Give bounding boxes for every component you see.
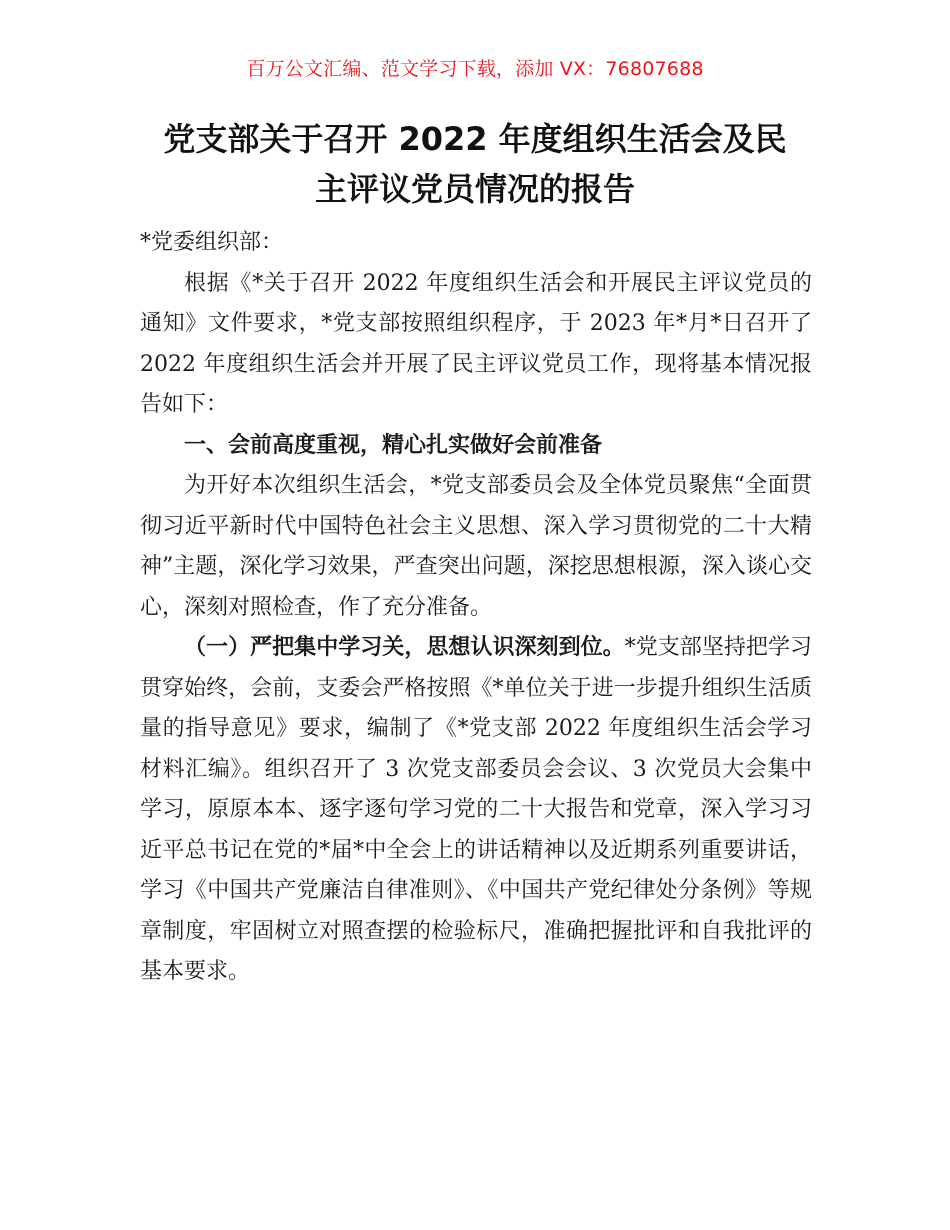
intro-paragraph: 根据《*关于召开 2022 年度组织生活会和开展民主评议党员的通知》文件要求，*党支部按照组织程序，于 2023 年*月*日召开了 2022 年度组织生活会并开展了民主评议党员工作，现将基本情况报告如下： bbox=[140, 270, 812, 417]
title-line-2: 主评议党员情况的报告 bbox=[314, 170, 635, 208]
section-heading-1: 一、会前高度重视，精心扎实做好会前准备 bbox=[184, 432, 603, 458]
watermark-header: 百万公文汇编、范文学习下载，添加 VX：76807688 bbox=[246, 58, 704, 80]
section-paragraph-1: 为开好本次组织生活会，*党支部委员会及全体党员聚焦“全面贯彻习近平新时代中国特色社会主义思想、深入学习贯彻党的二十大精神”主题，深化学习效果，严查突出问题，深挖思想根源，深入谈心交心，深刻对照检查，作了充分准备。 bbox=[140, 473, 812, 620]
subsection-paragraph-1 bbox=[140, 628, 812, 993]
subsection-text-1: *党支部坚持把学习贯穿始终，会前，支委会严格按照《*单位关于进一步提升组织生活质量的指导意见》要求，编制了《*党支部 2022 年度组织生活会学习材料汇编》。组织召开了 3 次党支部委员会会议、3 次党员大会集中学习，原原本本、逐字逐句学习党的二十大报告和党章，深入学习习近平总书记在党的*届*中全会上的讲话精神以及近期系列重要讲话，学习《中国共产党廉洁自律准则》、《中国共产党纪律处分条例》等规章制度，牢固树立对照查摆的检验标尺，准确把握批评和自我批评的基本要求。 bbox=[140, 635, 812, 984]
subsection-lead-1: （一）严把集中学习关，思想认识深刻到位。 bbox=[184, 635, 625, 660]
document-body bbox=[140, 223, 812, 993]
salutation: *党委组织部： bbox=[140, 230, 284, 255]
document-title bbox=[120, 114, 830, 214]
title-line-1: 党支部关于召开 2022 年度组织生活会及民 bbox=[163, 120, 787, 158]
